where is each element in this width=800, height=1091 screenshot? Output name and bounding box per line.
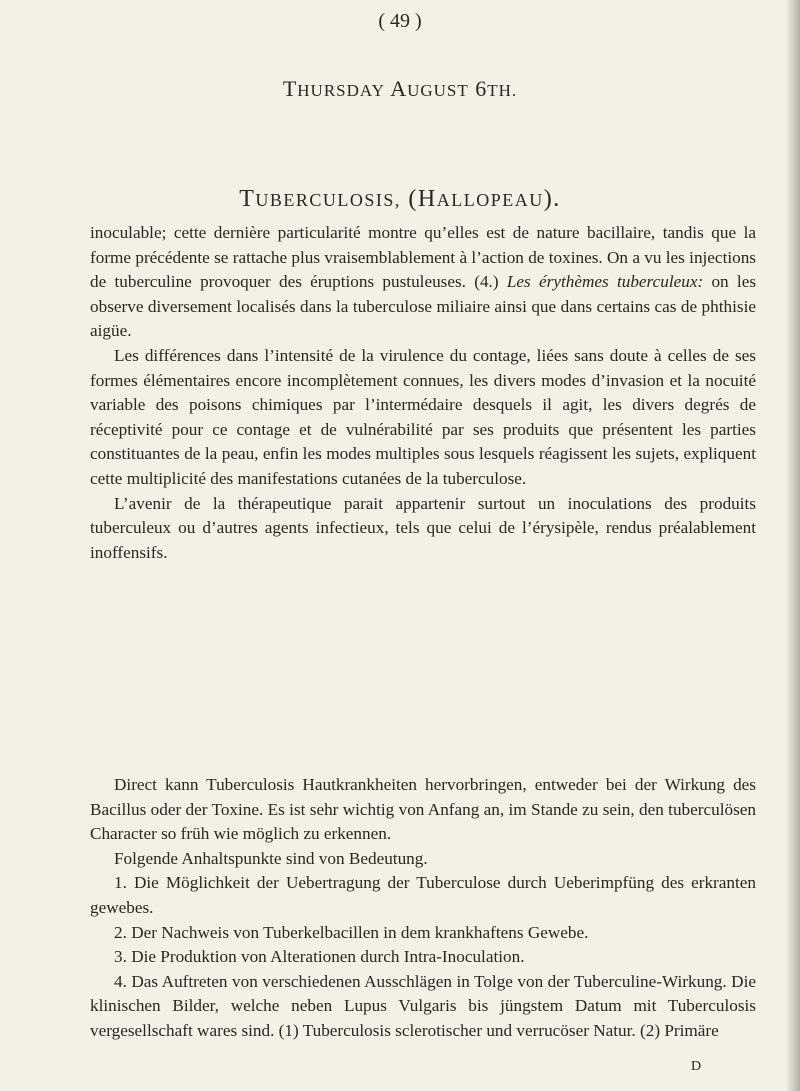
- title-author-initial: H: [417, 186, 437, 212]
- page-edge-shadow: [786, 0, 800, 1091]
- french-p1-text: inoculable; cette dernière particularité montre qu’elles est de nature bacillaire, tandis que la forme précédente se rattache plus vraisemblablement à l’action de toxines. On a vu les injections de tuberculine provoquer des éruptions pustuleuses. (4.): [90, 223, 756, 292]
- title-author-rest: ALLOPEAU: [436, 190, 544, 210]
- german-paragraph-1: Direct kann Tuberculosis Hautkrankheiten hervorbringen, entweder bei der Wirkung des Bacillus oder der Toxine. Es ist sehr wichtig von Anfang an, im Stande zu sein, den tuberculösen Character so früh wie möglich zu erkennen.: [90, 775, 756, 844]
- section-title: [0, 186, 800, 213]
- header-month-rest: UGUST: [407, 81, 469, 100]
- page-number: ( 49 ): [378, 10, 422, 32]
- german-section: [90, 773, 756, 1044]
- header-day-rest: HURSDAY: [297, 81, 385, 100]
- german-list-item-1: 1. Die Möglichkeit der Uebertragung der Tuberculose durch Ueberimpfüng des erkranten gewebes.: [90, 873, 756, 917]
- title-initial: T: [239, 186, 256, 212]
- header-day-initial: T: [282, 76, 298, 101]
- german-paragraph-2: Folgende Anhaltspunkte sind von Bedeutung.: [114, 848, 428, 868]
- header-date-number: 6: [475, 76, 488, 101]
- title-paren-close: ).: [543, 186, 561, 212]
- french-paragraph-2: Les différences dans l’intensité de la virulence du contage, liées sans doute à celles de ses formes élémentaires encore incomplètement connues, les divers modes d’invasion et la nocuité variable des poisons chimiques par l’intermédaire desquels il agit, les divers degrés de réceptivité pour ce contage et de vulnérabilité par ses produits que présentent les parties constituantes de la peau, enfin les modes multiples sous lesquels réagissent les sujets, expliquent cette multiplicité des manifestations cutanées de la tuberculose.: [90, 345, 756, 488]
- header-month-initial: A: [390, 76, 408, 101]
- french-paragraph-1: [90, 221, 756, 344]
- title-paren-open: (: [408, 186, 418, 212]
- french-section: [90, 221, 756, 565]
- running-header: [0, 76, 800, 102]
- signature-mark: D: [691, 1059, 702, 1074]
- title-rest: UBERCULOSIS,: [255, 190, 401, 210]
- french-p1-end: on les observe diversement localisés dans la tuberculose miliaire ainsi que dans certains cas de phthisie aigüe.: [90, 272, 757, 341]
- french-p1-italic: Les érythèmes tuberculeux:: [506, 272, 704, 292]
- german-list-item-3: 3. Die Produktion von Alterationen durch Intra-Inoculation.: [114, 947, 525, 967]
- german-list-item-4: 4. Das Auftreten von verschiedenen Ausschlägen in Tolge von der Tuberculine-Wirkung. Die klinischen Bilder, welche neben Lupus Vulgaris bis jüngstem Datum mit Tuberculosis vergesellschaft wares sind. (1) Tuberculosis sclerotischer und verrucöser Natur. (2) Primäre: [90, 971, 756, 1040]
- header-date-suffix: TH.: [487, 81, 518, 100]
- german-list-item-2: 2. Der Nachweis von Tuberkelbacillen in dem krankhaftens Gewebe.: [114, 922, 589, 942]
- french-paragraph-3: L’avenir de la thérapeutique parait appartenir surtout un inoculations des produits tuberculeux ou d’autres agents infectieux, tels que celui de l’érysipèle, rendus préalablement inoffensifs.: [90, 493, 756, 562]
